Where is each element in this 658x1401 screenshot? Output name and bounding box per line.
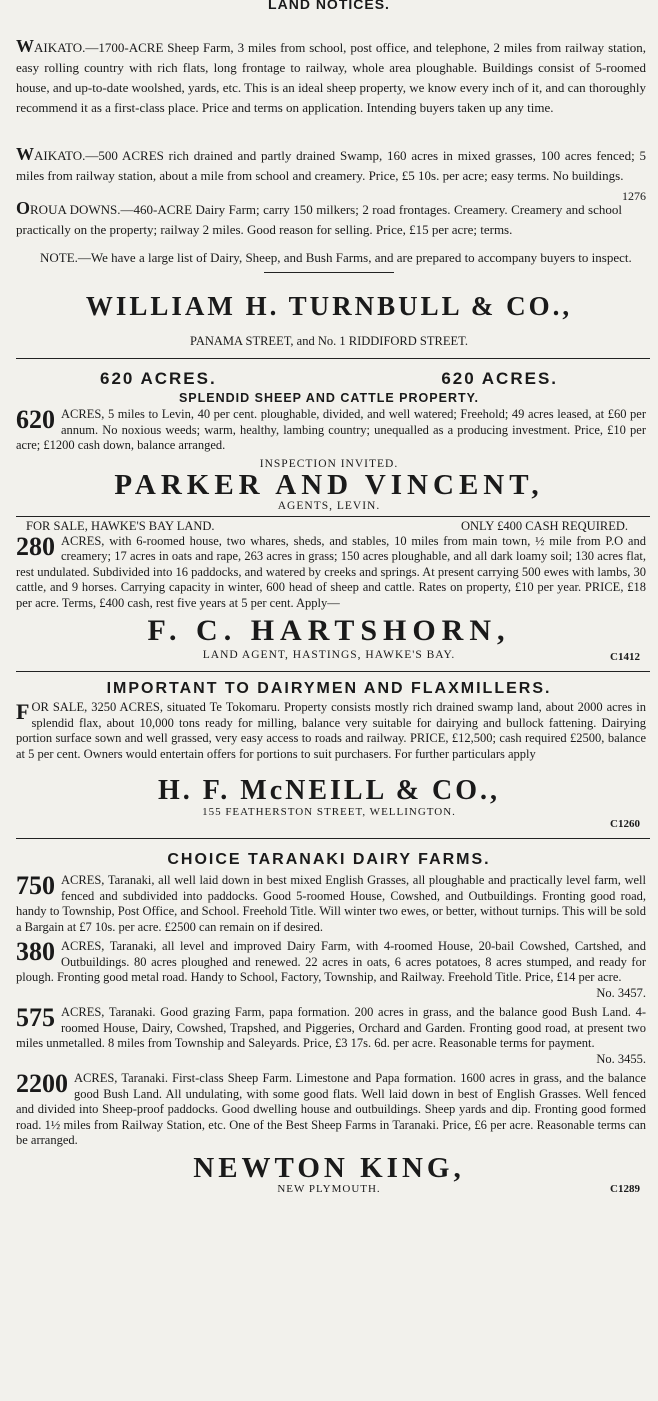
drop-letter: O [16, 198, 31, 218]
notice-hartshorn [0, 519, 658, 666]
listing-text: ACRES, Taranaki, all well laid down in best mixed English Grasses, all ploughable and practically level farm, well fenced and subdivided into paddocks. Good 5-roomed House, Cowshed, and Outbuildings. Fronting good road, handy to Township, Post Office, and School. Freehold Title. Will winter two ewes, or better, without turnips. This will be sold a Bargain at £7 10s. per acre. £2500 can remain on if desired. [16, 873, 646, 934]
notice-title: CHOICE TARANAKI DAIRY FARMS. [167, 851, 491, 868]
agent-name: NEWTON KING, [193, 1151, 465, 1184]
drop-letter: W [16, 144, 34, 164]
notice-title: IMPORTANT TO DAIRYMEN AND FLAXMILLERS. [106, 680, 552, 697]
agent-footer [0, 1183, 658, 1197]
listing-waikato-1700 [0, 36, 658, 118]
listing-text: ACRES, Taranaki, all level and improved Dairy Farm, with 4-roomed House, 20-bail Cowshed, Cartshed, and Outbuildings. 80 acres ploughed and renewed. 22 acres in oats, 6 acres potatoes, 8 acres stumped, and ready for plough. Fronting good metal road. Handy to School, Factory, Township, and Railway. Freehold Title. Price, £14 per acre. [16, 939, 646, 984]
acre-figure: 280 [16, 531, 55, 561]
acre-figure: 750 [16, 871, 55, 900]
agent-name: WILLIAM H. TURNBULL & CO., [85, 291, 573, 321]
subtitle: SPLENDID SHEEP AND CATTLE PROPERTY. [178, 391, 480, 405]
headline-left: FOR SALE, HAWKE'S BAY LAND. [26, 518, 215, 533]
headline-row [0, 519, 658, 534]
code-row [0, 818, 658, 832]
drop-letter: W [16, 36, 34, 56]
agent-name: PARKER AND VINCENT, [114, 468, 544, 501]
divider [16, 671, 650, 672]
headline-right: ONLY £400 CASH REQUIRED. [460, 518, 628, 533]
listing-text: OR SALE, 3250 ACRES, situated Te Tokomaru. Property consists mostly rich drained swamp land, about 2000 acres in splendid flax, about 10,000 tons ready for milling, balance very suitable for dairying and bullock fattening. Dairying portion surface sown and well grassed, very easy access to roads and railway. PRICE, £12,500; cash required £2500, balance at 5 per cent. Owners would entertain offers for portions to suit purchasers. For further particulars apply [16, 700, 646, 761]
title-left: 620 ACRES. [100, 369, 217, 388]
listing-text: ACRES, Taranaki. Good grazing Farm, papa formation. 200 acres in grass, and the balance good Bush Land. 4-roomed House, Dairy, Cowshed, Trapshed, and Piggeries, Orchard and Garden. Fronting good road, at present two miles unmetalled. 8 miles from Township and Saleyards. Price, £3 17s. 6d. per acre. Reasonable terms for payment. [16, 1005, 646, 1050]
listing-text: ACRES, Taranaki. First-class Sheep Farm. Limestone and Papa formation. 1600 acres in grass, and the balance good Bush Land. All undulating, with some good flats. Well laid down in best of English Grasses. Well fenced and divided into Sheep-proof paddocks. Good dwelling house and outbuildings. Sheep yards and dip. Fronting good formed road. 1½ miles from Railway Station, etc. One of the Best Sheep Farms in Taranaki. Price, £6 per acre. Reasonable terms can be arranged. [16, 1071, 646, 1147]
listing-oroua-downs [0, 198, 658, 240]
farm-list [0, 873, 658, 1149]
listing-ref: No. 3457. [596, 985, 646, 1000]
agent-name: H. F. McNEILL & CO., [157, 775, 501, 806]
divider [16, 516, 650, 517]
listing-text: ACRES, with 6-roomed house, two whares, sheds, and stables, 10 miles from main town, ½ mile from P.O and creamery; 17 acres in oats and rape, 263 acres in grass; 150 acres ploughable, and all dark loamy soil; 130 acres flat, rest undulated. Subdivided into 16 paddocks, and watered by creeks and springs. At present carrying 500 ewes with lambs, 30 cattle, and 9 horses. Carrying capacity in winter, 600 head of sheep and cattle. Rates on property, £10 per year. PRICE, £18 per acre. Terms, £400 cash, rest five years at 5 per cent. Apply— [16, 533, 646, 610]
ad-code: C1412 [610, 651, 640, 663]
listing-3250 [0, 700, 658, 762]
section-header: LAND NOTICES. [268, 0, 390, 12]
notice-parker-vincent [0, 369, 658, 512]
listing-waikato-500 [0, 144, 658, 203]
farm-listing [0, 1005, 658, 1067]
farm-listing [0, 939, 658, 1001]
agent-address: PANAMA STREET, and No. 1 RIDDIFORD STREET. [190, 334, 468, 348]
notice-turnbull [0, 36, 658, 349]
invite-line: INSPECTION INVITED. [259, 457, 399, 470]
note-paragraph: NOTE.—We have a large list of Dairy, Sheep, and Bush Farms, and are prepared to accompany buyers to inspect. [40, 250, 632, 265]
listing-280 [0, 531, 658, 612]
divider [16, 358, 650, 359]
drop-letter: F [16, 699, 30, 724]
acre-figure: 575 [16, 1003, 55, 1032]
acre-figure: 620 [16, 405, 55, 434]
agent-location: NEW PLYMOUTH. [277, 1182, 381, 1195]
agent-footer [0, 649, 658, 665]
ad-code: C1289 [610, 1182, 640, 1195]
ad-code: C1260 [610, 818, 640, 830]
listing-text: AIKATO.—1700-ACRE Sheep Farm, 3 miles from school, post office, and telephone, 2 miles from railway station, easy rolling country with rich flats, long frontage to railway, whole area ploughable. Buildings consist of 5-roomed house, and up-to-date woolshed, yards, etc. This is an ideal sheep property, we know every inch of it, and can thoroughly recommend it as a first-class place. Price and terms on application. Intending buyers taken up any time. [16, 40, 646, 115]
acre-figure: 2200 [16, 1069, 68, 1098]
title-right: 620 ACRES. [441, 369, 558, 388]
listing-text: ROUA DOWNS.—460-ACRE Dairy Farm; carry 150 milkers; 2 road frontages. Creamery. Creamery and school practically on the property; railway 2 miles. Good reason for selling. Price, £15 per acre; terms. [16, 202, 622, 237]
listing-text: ACRES, 5 miles to Levin, 40 per cent. ploughable, divided, and well watered; Freehold; 49 acres leased, at £60 per annum. No noxious weeds; warm, healthy, lambing country; unequalled as a producing investment. Price, £10 per acre; £1200 cash down, balance arranged. [16, 407, 646, 452]
listing-620 [0, 407, 658, 454]
divider [264, 272, 394, 273]
agent-location: AGENTS, LEVIN. [277, 499, 381, 512]
agent-location: LAND AGENT, HASTINGS, HAWKE'S BAY. [202, 649, 456, 661]
ad-code: 1276 [622, 189, 646, 203]
listing-ref: No. 3455. [596, 1051, 646, 1066]
divider [16, 838, 650, 839]
farm-listing [0, 873, 658, 935]
agent-name: F. C. HARTSHORN, [147, 614, 511, 647]
acre-figure: 380 [16, 937, 55, 966]
notice-mcneill [0, 680, 658, 832]
agent-location: 155 FEATHERSTON STREET, WELLINGTON. [202, 806, 456, 818]
notice-newton-king [0, 851, 658, 1197]
listing-text: AIKATO.—500 ACRES rich drained and partly drained Swamp, 160 acres in mixed grasses, 100 acres fenced; 5 miles from railway station, about a mile from school and creamery. Price, £5 10s. per acre; easy terms. No buildings. [16, 148, 646, 183]
title-row [0, 369, 658, 389]
farm-listing [0, 1071, 658, 1149]
